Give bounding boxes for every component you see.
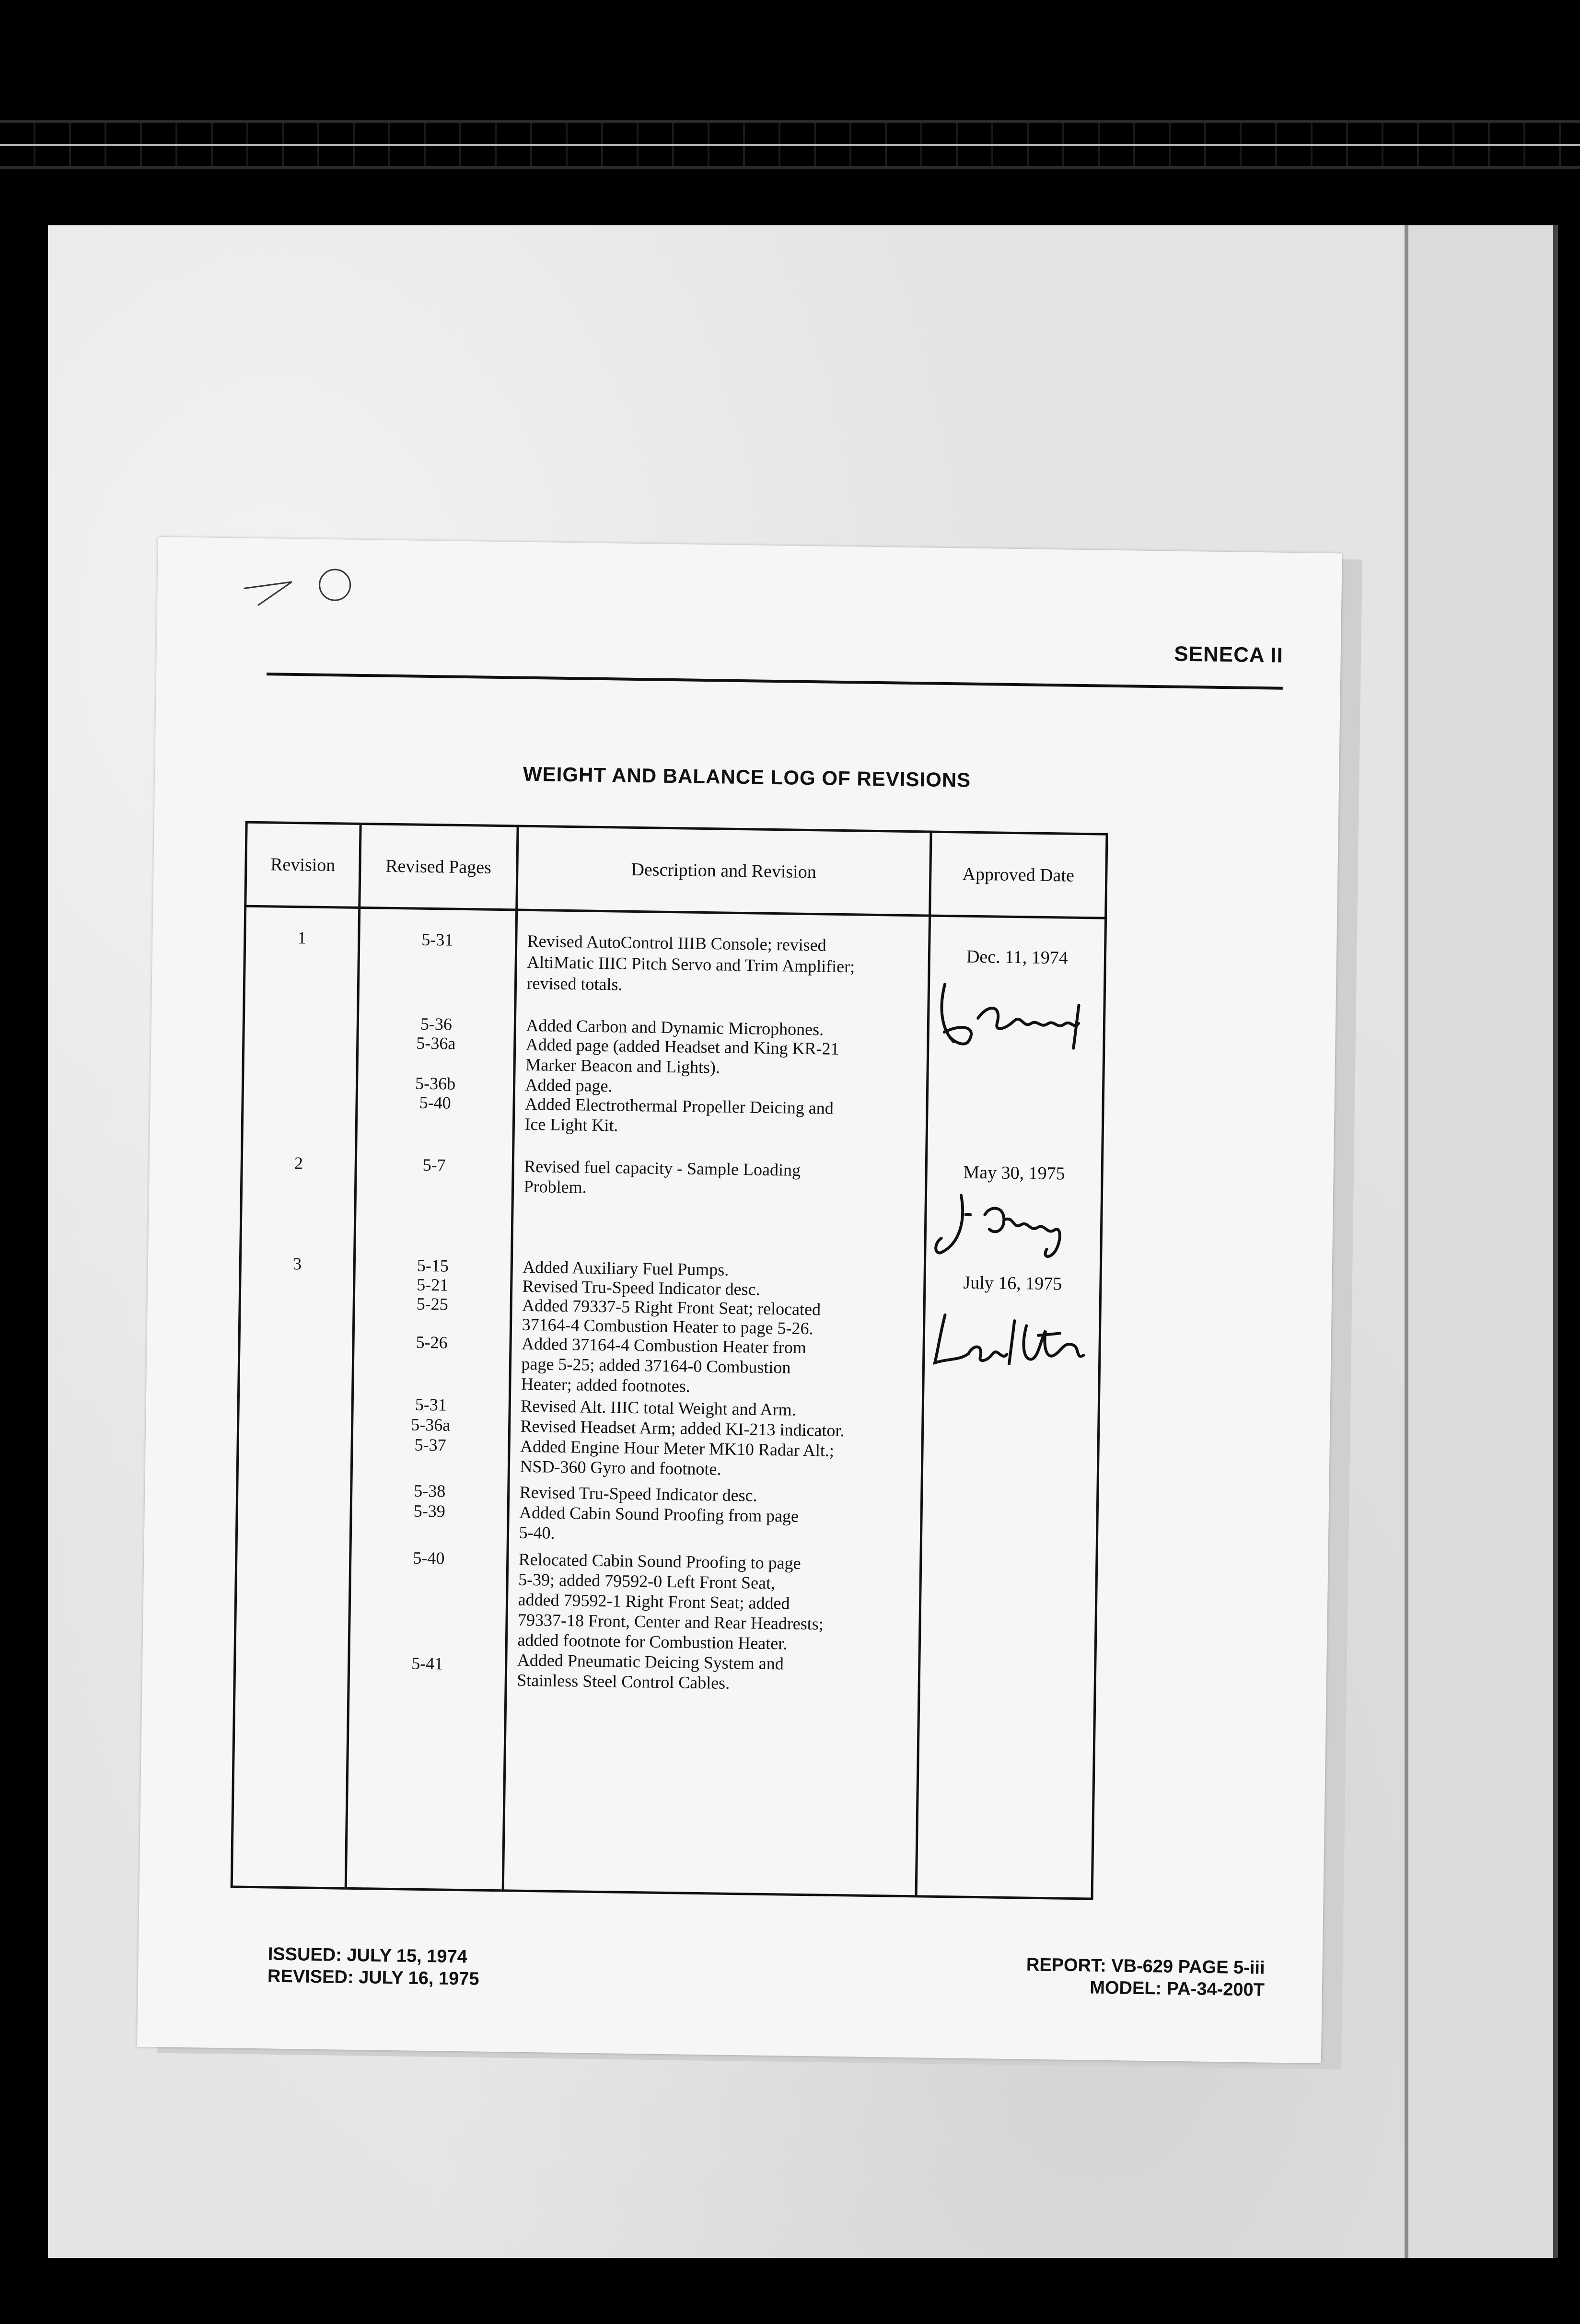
signature-revision-2: [931, 1185, 1091, 1265]
description-line: Revised fuel capacity - Sample Loading: [523, 1156, 801, 1180]
description-line: Added page.: [525, 1075, 613, 1096]
approved-date-column: [916, 916, 1106, 1899]
aircraft-model: MODEL: PA-34-200T: [1090, 1977, 1265, 2000]
signature-revision-1: [934, 975, 1093, 1054]
description-line: 5-40.: [519, 1522, 555, 1543]
table-header-row: [245, 822, 1107, 918]
revised-page: 5-36a: [411, 1415, 451, 1435]
revised-pages-column: [346, 907, 516, 1890]
description-line: Heater; added footnotes.: [521, 1374, 691, 1396]
description-line: Added Carbon and Dynamic Microphones.: [526, 1015, 824, 1039]
description-line: Added Cabin Sound Proofing from page: [519, 1502, 799, 1526]
description-column: [503, 910, 930, 1896]
table-body-row: [232, 906, 1105, 1899]
revision-number: 2: [294, 1153, 303, 1173]
revised-page: 5-7: [422, 1155, 446, 1175]
header-rule: [267, 673, 1283, 690]
description-line: added 79592-1 Right Front Seat; added: [518, 1590, 790, 1613]
issued-date: ISSUED: JULY 15, 1974: [267, 1944, 468, 1967]
description-line: 5-39; added 79592-0 Left Front Seat,: [518, 1569, 776, 1593]
description-line: page 5-25; added 37164-0 Combustion: [521, 1354, 791, 1377]
description-line: added footnote for Combustion Heater.: [517, 1630, 788, 1653]
revision-log-table: [231, 821, 1108, 1900]
column-header-description: Description and Revision: [516, 826, 931, 916]
description-line: NSD-360 Gyro and footnote.: [520, 1456, 721, 1479]
description-line: AltiMatic IIIC Pitch Servo and Trim Amplifier;: [526, 952, 855, 976]
approved-date: May 30, 1975: [963, 1162, 1065, 1184]
signature-revision-3: [930, 1301, 1089, 1380]
revised-page: 5-40: [419, 1092, 451, 1113]
report-page: REPORT: VB-629 PAGE 5-iii: [1026, 1954, 1265, 1978]
description-line: Revised Tru-Speed Indicator desc.: [522, 1276, 760, 1299]
revised-page: 5-25: [416, 1294, 449, 1314]
description-line: Relocated Cabin Sound Proofing to page: [518, 1549, 801, 1573]
description-line: Added Electrothermal Propeller Deicing and: [524, 1094, 834, 1118]
revised-page: 5-31: [421, 930, 453, 950]
revised-page: 5-38: [414, 1481, 446, 1501]
description-line: Added Auxiliary Fuel Pumps.: [523, 1257, 729, 1279]
description-line: Revised Headset Arm; added KI-213 indicator.: [520, 1416, 845, 1441]
description-line: Revised Tru-Speed Indicator desc.: [519, 1482, 757, 1505]
column-header-revised-pages: Revised Pages: [359, 824, 517, 910]
description-line: Ice Light Kit.: [524, 1114, 618, 1135]
description-line: Added 79337-5 Right Front Seat; relocated: [522, 1295, 821, 1319]
revised-page: 5-37: [414, 1435, 446, 1455]
footer-issue-info: [267, 1943, 480, 1990]
revised-page: 5-36: [420, 1014, 453, 1034]
revised-page: 5-31: [415, 1394, 447, 1415]
description-line: Marker Beacon and Lights).: [525, 1055, 720, 1077]
header-model: SENECA II: [1174, 642, 1284, 667]
revision-number: 1: [297, 928, 306, 948]
description-line: Problem.: [523, 1176, 587, 1197]
document-page: [137, 537, 1342, 2063]
backing-right-edge: [1553, 225, 1558, 2258]
revision-number: 3: [292, 1254, 302, 1274]
description-line: Revised AutoControl IIIB Console; revised: [527, 931, 826, 955]
description-line: Added Engine Hour Meter MK10 Radar Alt.;: [520, 1436, 835, 1460]
revised-page: 5-36a: [416, 1033, 456, 1053]
revised-date: REVISED: JULY 16, 1975: [267, 1966, 479, 1989]
description-line: Added 37164-4 Combustion Heater from: [521, 1334, 807, 1358]
description-line: Added Pneumatic Deicing System and: [517, 1650, 784, 1673]
revised-page: 5-36b: [415, 1073, 456, 1093]
description-line: 79337-18 Front, Center and Rear Headrests;: [517, 1610, 824, 1634]
description-line: 37164-4 Combustion Heater to page 5-26.: [522, 1314, 813, 1338]
revised-page: 5-21: [417, 1275, 449, 1295]
footer-report-info: [1026, 1954, 1265, 2001]
revised-page: 5-39: [413, 1501, 446, 1521]
margin-pen-mark: [239, 562, 364, 616]
film-line: [0, 144, 1580, 146]
page-title: WEIGHT AND BALANCE LOG OF REVISIONS: [523, 762, 971, 791]
description-line: Added page (added Headset and King KR-21: [525, 1034, 839, 1058]
backing-edge: [1405, 225, 1408, 2258]
approved-date: July 16, 1975: [963, 1272, 1062, 1294]
revision-column: [232, 906, 359, 1888]
column-header-approved-date: Approved Date: [930, 832, 1107, 918]
revised-page: 5-15: [417, 1255, 449, 1276]
revised-page: 5-40: [413, 1548, 445, 1568]
backing-right-panel: [1408, 225, 1553, 2258]
approved-date: Dec. 11, 1974: [966, 946, 1069, 968]
revised-page: 5-26: [416, 1332, 448, 1352]
revised-page: 5-41: [411, 1653, 443, 1673]
column-header-revision: Revision: [245, 822, 360, 907]
description-line: revised totals.: [526, 973, 623, 994]
description-line: Stainless Steel Control Cables.: [517, 1670, 730, 1693]
description-line: Revised Alt. IIIC total Weight and Arm.: [521, 1396, 796, 1419]
